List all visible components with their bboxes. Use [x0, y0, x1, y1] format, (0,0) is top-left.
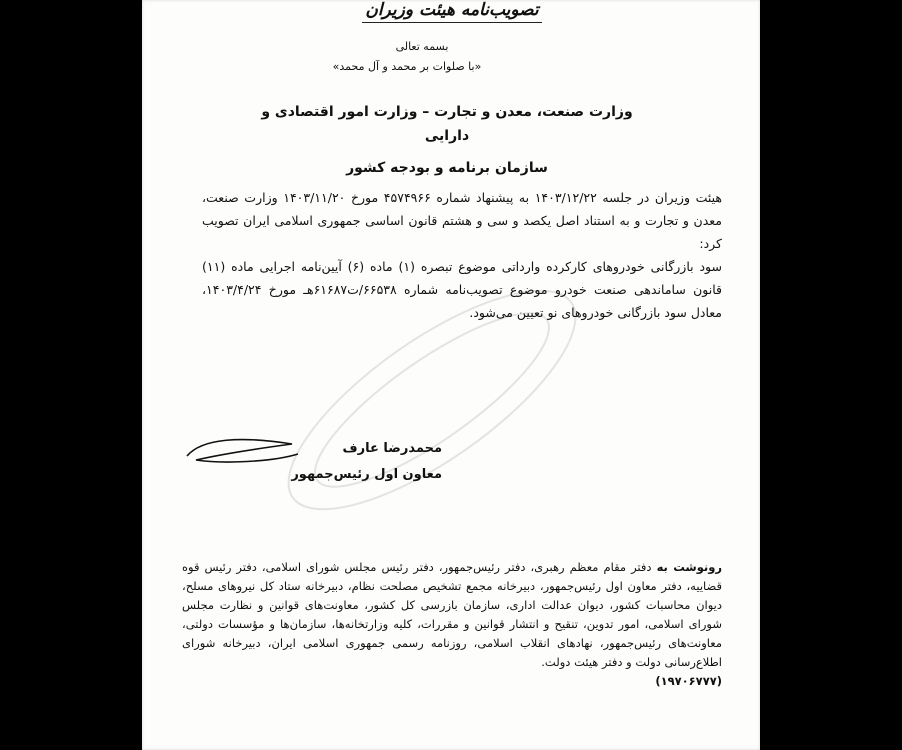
document-header-title: تصویب‌نامه هیئت وزیران [362, 0, 542, 23]
ministries-line-2: سازمان برنامه و بودجه کشور [346, 160, 548, 176]
signature-block [182, 436, 442, 488]
distribution-list [182, 558, 722, 691]
signatory-name: محمدرضا عارف [342, 441, 442, 456]
salawat: «با صلوات بر محمد و آل محمد» [332, 60, 482, 73]
ministries-line-1: وزارت صنعت، معدن و تجارت – وزارت امور اقتصادی و دارایی [261, 104, 633, 144]
decree-body [202, 186, 722, 324]
decree-paragraph-1: هیئت وزیران در جلسه ۱۴۰۳/۱۲/۲۲ به پیشنهاد شماره ۴۵۷۴۹۶۶ مورخ ۱۴۰۳/۱۱/۲۰ وزارت صنعت، معدن و تجارت و به استناد اصل یکصد و سی و هشتم قانون اساسی جمهوری اسلامی ایران تصویب کرد: [202, 190, 722, 251]
distribution-text: دفتر مقام معظم رهبری، دفتر رئیس‌جمهور، دفتر رئیس مجلس شورای اسلامی، دفتر رئیس قوه قضاییه، دفتر معاون اول رئیس‌جمهور، دبیرخانه مجمع تشخیص مصلحت نظام، دبیرخانه ستاد کل نیروهای مسلح، دیوان محاسبات کشور، دیوان عدالت اداری، سازمان بازرسی کل کشور، معاونت‌های قوانین و نظارت مجلس شورای اسلامی، امور تدوین، تنقیح و انتشار قوانین و مقررات، کلیه وزارتخانه‌ها، سازمان‌ها و مؤسسات دولتی، معاونت‌های رئیس‌جمهور، نهادهای انقلاب اسلامی، روزنامه رسمی جمهوری اسلامی ایران، دبیرخانه شورای اطلاع‌رسانی دولت و دفتر هیئت دولت. [182, 560, 722, 669]
document-page [142, 0, 760, 750]
addressee-block [242, 100, 652, 188]
reference-number: (۱۹۷۰۶۷۷۷) [655, 674, 722, 688]
distribution-heading: رونوشت به [656, 560, 723, 574]
decree-paragraph-2: سود بازرگانی خودروهای کارکرده وارداتی موضوع تبصره (۱) ماده (۶) آیین‌نامه اجرایی ماده (۱۱) قانون ساماندهی صنعت خودرو موضوع تصویب‌نامه شماره ۶۶۵۳۸/ت۶۱۶۸۷هـ مورخ ۱۴۰۳/۴/۲۴، معادل سود بازرگانی خودروهای نو تعیین می‌شود. [202, 259, 722, 320]
signatory-title: معاون اول رئیس‌جمهور [291, 467, 442, 482]
basmala: بسمه تعالی [395, 40, 449, 53]
